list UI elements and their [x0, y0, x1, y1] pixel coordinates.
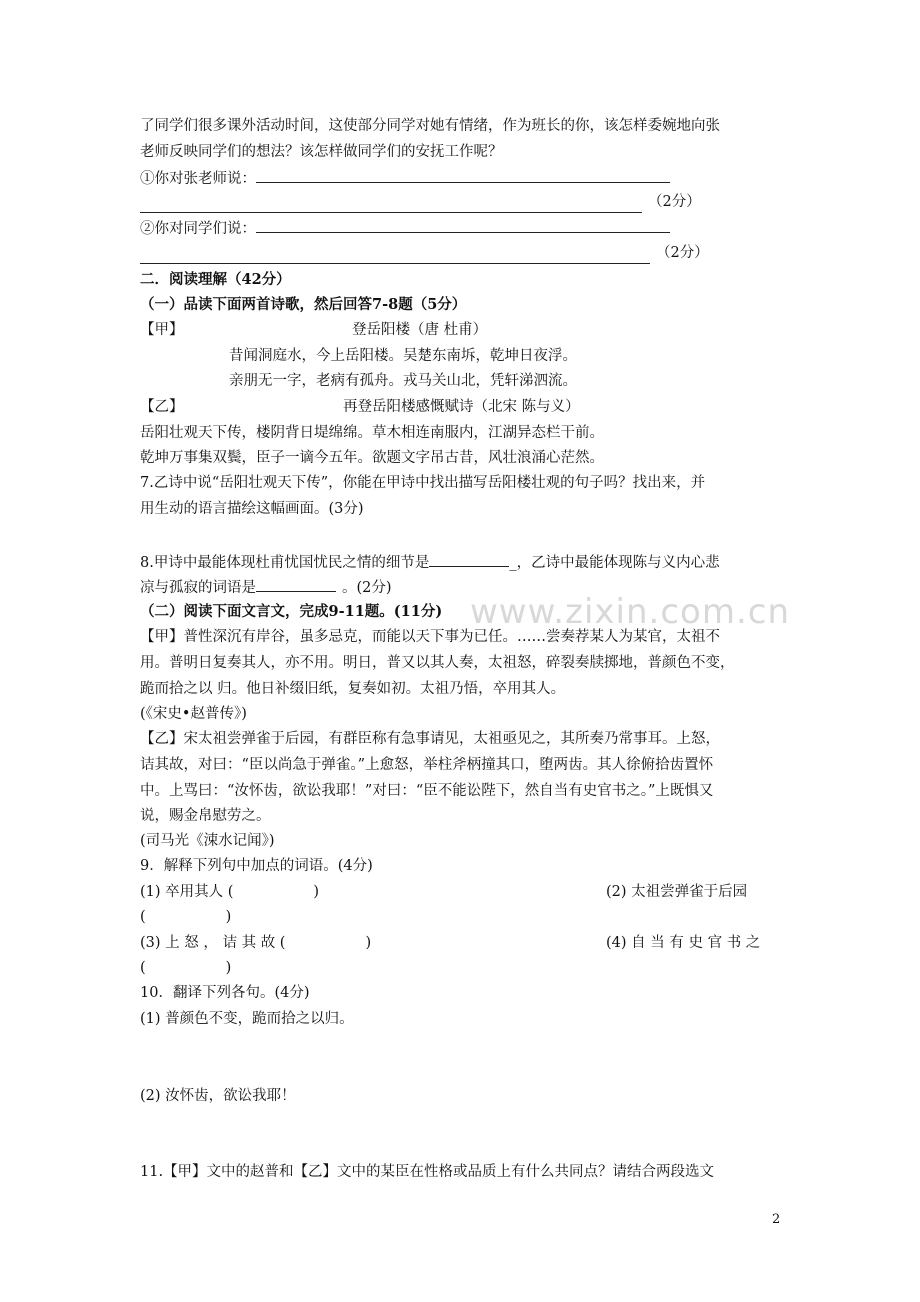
q9-item-3 — [140, 933, 371, 953]
poem-a-title: 登岳阳楼（唐 杜甫） — [352, 322, 488, 338]
intro-line-1: 了同学们很多课外活动时间，这使部分同学对她有情绪，作为班长的你，该怎样委婉地向张 — [140, 118, 720, 134]
q9-item-2-close: ) — [225, 909, 232, 925]
q2-points: （2分） — [656, 245, 709, 261]
part1-heading: （一）品读下面两首诗歌，然后回答7-8题（5分） — [140, 296, 467, 313]
q1-points: （2分） — [648, 194, 701, 210]
poem-a-line-2: 亲朋无一字，老病有孤舟。戎马关山北，凭轩涕泗流。 — [229, 373, 577, 389]
text-b-line-4: 说，赐金帛慰劳之。 — [140, 808, 271, 824]
q8-line-2 — [140, 577, 392, 598]
text-a-line-2: 用。普明日复奏其人，亦不用。明日，普又以其人奏，太祖怒，碎裂奏牍掷地，普颜色不变， — [140, 655, 735, 671]
watermark: www.zixin.com.cn — [470, 592, 790, 632]
q7-line-2: 用生动的语言描绘这幅画面。(3分) — [140, 501, 364, 517]
q2-answer-blank-2[interactable] — [140, 249, 650, 264]
q9-item-2: (2) 太祖尝弹雀于后园 — [606, 884, 748, 900]
poem-b-line-1: 岳阳壮观天下传，楼阴背日堤绵绵。草木相连南服内，江湖异态栏干前。 — [140, 425, 604, 441]
q9-item-4: (4) 自 当 有 史 官 书 之 — [606, 935, 761, 951]
text-a-line-1: 【甲】普性深沉有岸谷，虽多忌克，而能以天下事为已任。……尝奏荐某人为某官，太祖不 — [140, 629, 720, 645]
section2-heading: 二．阅读理解（42分） — [140, 271, 291, 288]
q1-label: ①你对张老师说： — [140, 171, 256, 187]
text-b-line-3: 中。上骂曰：“汝怀齿，欲讼我耶！”对曰：“臣不能讼陛下，然自当有史官书之。”上既惧又 — [140, 783, 714, 799]
q9-item-2-paren — [140, 907, 231, 927]
page-number: 2 — [772, 1212, 781, 1227]
q9-item-1-text: (1) 卒用其人 ( — [140, 884, 234, 900]
q9-item-4-paren — [140, 958, 231, 978]
q9-item-1 — [140, 882, 319, 902]
q1-answer-blank[interactable] — [256, 168, 670, 183]
q8-blank-1[interactable] — [429, 552, 509, 567]
q8-text-d: 。(2分) — [342, 580, 392, 596]
poem-b-title: 再登岳阳楼感慨赋诗（北宋 陈与义） — [343, 399, 580, 415]
q11-stem: 11.【甲】文中的赵普和【乙】文中的某臣在性格或品质上有什么共同点？请结合两段选文 — [140, 1164, 715, 1180]
part2-heading: （二）阅读下面文言文，完成9-11题。(11分) — [140, 603, 443, 620]
q8-text-a: 8.甲诗中最能体现杜甫忧国忧民之情的细节是 — [140, 555, 430, 571]
q10-stem: 10．翻译下列各句。(4分) — [140, 985, 310, 1001]
q9-item-3-close: ) — [365, 935, 372, 951]
q2-continue-row — [140, 243, 780, 265]
q9-item-1-close: ) — [313, 884, 320, 900]
q8-blank-2[interactable] — [256, 577, 336, 592]
poem-a-tag: 【甲】 — [140, 322, 184, 338]
q10-item-1: (1) 普颜色不变，跪而拾之以归。 — [140, 1011, 354, 1027]
text-a-source: (《宋史•赵普传》) — [140, 706, 247, 722]
poem-a-line-1: 昔闻洞庭水，今上岳阳楼。吴楚东南坼，乾坤日夜浮。 — [229, 348, 577, 364]
q1-continue-row — [140, 192, 780, 214]
poem-b-line-2: 乾坤万事集双鬓，臣子一谪今五年。欲题文字吊古昔，风壮浪涌心茫然。 — [140, 450, 604, 466]
text-b-line-2: 诘其故，对曰：“臣以尚急于弹雀。”上愈怒，举柱斧柄撞其口，堕两齿。其人徐俯拾齿置怀 — [140, 757, 714, 773]
q10-item-2: (2) 汝怀齿，欲讼我耶！ — [140, 1088, 296, 1104]
q9-item-2-open: ( — [140, 909, 146, 925]
q8-text-b: _，乙诗中最能体现陈与义内心悲 — [509, 555, 720, 571]
q8-line-1 — [140, 552, 720, 573]
q2-answer-blank[interactable] — [256, 218, 670, 233]
q2-row — [140, 218, 670, 239]
q7-line-1: 7.乙诗中说“岳阳壮观天下传”，你能在甲诗中找出描写岳阳楼壮观的句子吗？找出来，并 — [140, 475, 706, 491]
q9-stem: 9．解释下列句中加点的词语。(4分) — [140, 858, 373, 874]
q2-label: ②你对同学们说： — [140, 221, 256, 237]
text-a-line-3: 跪而拾之以 归。他日补缀旧纸，复奏如初。太祖乃悟，卒用其人。 — [140, 681, 566, 697]
q9-item-3-text: (3) 上 怒 ， 诘 其 故 ( — [140, 935, 286, 951]
text-b-source: (司马光《涑水记闻》) — [140, 833, 275, 849]
q9-item-4-open: ( — [140, 960, 146, 976]
q9-item-4-close: ) — [225, 960, 232, 976]
q8-text-c: 凉与孤寂的词语是 — [140, 580, 256, 596]
text-b-line-1: 【乙】宋太祖尝弹雀于后园，有群臣称有急事请见，太祖亟见之，其所奏乃常事耳。上怒， — [140, 731, 720, 747]
q1-answer-blank-2[interactable] — [140, 198, 642, 213]
intro-line-2: 老师反映同学们的想法？该怎样做同学们的安抚工作呢？ — [140, 144, 503, 160]
poem-b-tag: 【乙】 — [140, 399, 184, 415]
q1-row — [140, 168, 670, 189]
